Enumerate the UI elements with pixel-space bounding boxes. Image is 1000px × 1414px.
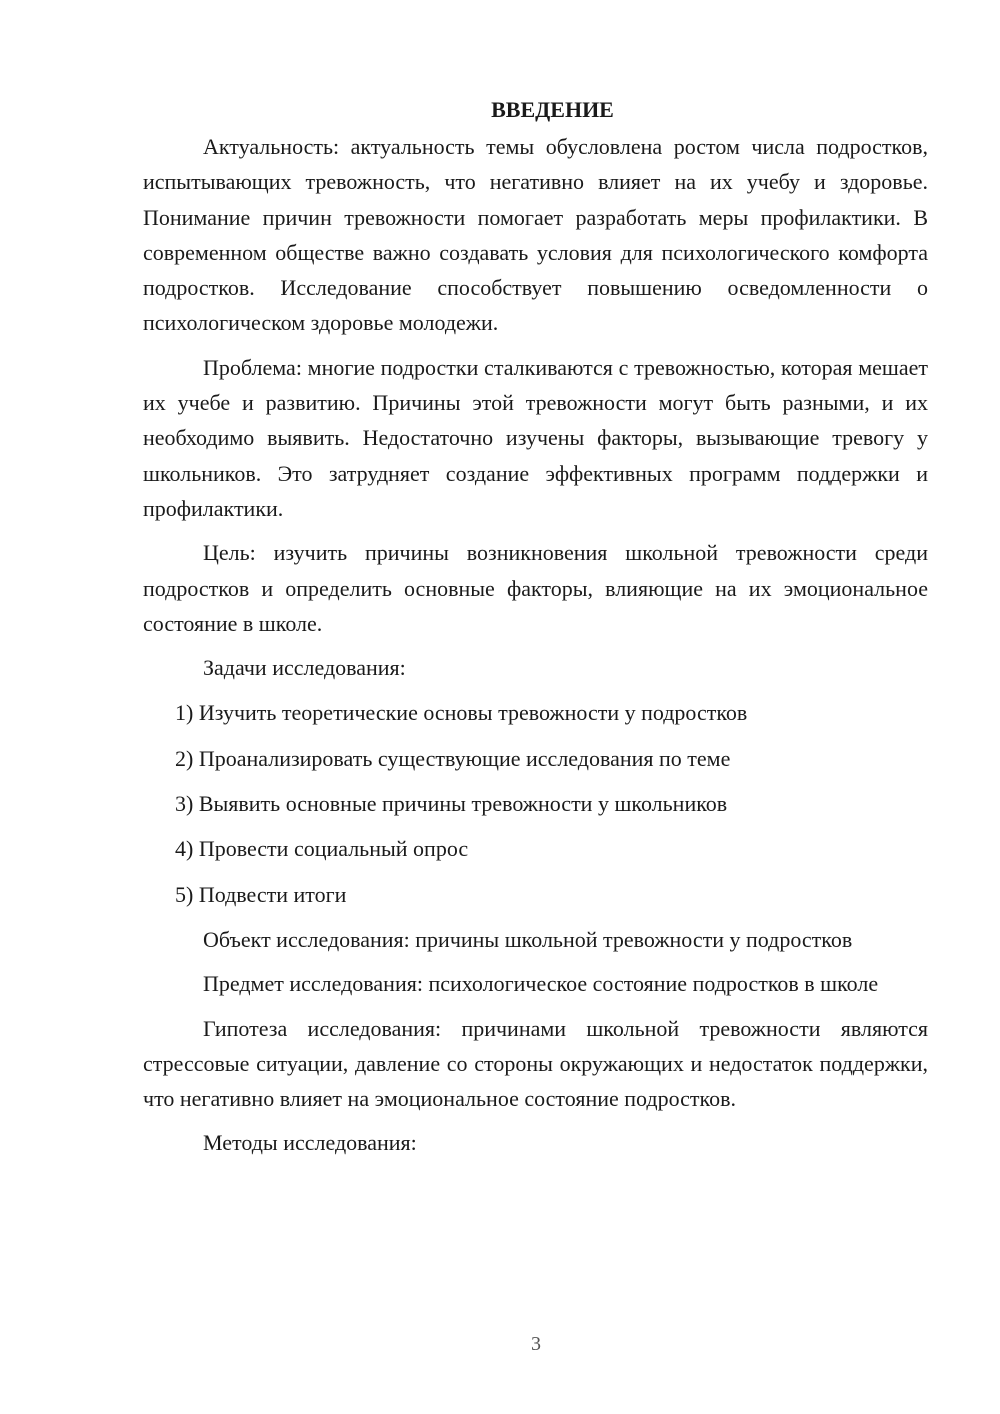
page-title: ВВЕДЕНИЕ bbox=[491, 97, 614, 122]
tasks-list bbox=[143, 695, 928, 911]
page-number: 3 bbox=[531, 1333, 541, 1355]
task-item: 1) Изучить теоретические основы тревожности у подростков bbox=[175, 700, 748, 726]
tasks-label: Задачи исследования: bbox=[203, 655, 406, 681]
object-paragraph: Объект исследования: причины школьной тревожности у подростков bbox=[203, 926, 853, 952]
relevance-paragraph: Актуальность: актуальность темы обусловлена ростом числа подростков, испытывающих тревожность, что негативно влияет на их учебу и здоровье. Понимание причин тревожности помогает разработать меры профилактики. В современном обществе важно создавать условия для психологического комфорта подростков. Исследование способствует повышению осведомленности о психологическом здоровье молодежи. bbox=[143, 134, 928, 336]
subject-paragraph: Предмет исследования: психологическое состояние подростков в школе bbox=[203, 971, 879, 997]
hypothesis-paragraph: Гипотеза исследования: причинами школьной тревожности являются стрессовые ситуации, давление со стороны окружающих и недостаток поддержки, что негативно влияет на эмоциональное состояние подростков. bbox=[143, 1015, 928, 1112]
task-item: 4) Провести социальный опрос bbox=[175, 836, 469, 862]
problem-paragraph: Проблема: многие подростки сталкиваются с тревожностью, которая мешает их учебе и развитию. Причины этой тревожности могут быть разными, и их необходимо выявить. Недостаточно изучены факторы, вызывающие тревогу у школьников. Это затрудняет создание эффективных программ поддержки и профилактики. bbox=[143, 354, 928, 521]
goal-paragraph: Цель: изучить причины возникновения школьной тревожности среди подростков и определить основные факторы, влияющие на их эмоциональное состояние в школе. bbox=[143, 540, 928, 636]
methods-label: Методы исследования: bbox=[203, 1130, 417, 1156]
task-item: 2) Проанализировать существующие исследования по теме bbox=[175, 745, 731, 771]
task-item: 3) Выявить основные причины тревожности у школьников bbox=[175, 791, 728, 817]
task-item: 5) Подвести итоги bbox=[175, 881, 347, 907]
